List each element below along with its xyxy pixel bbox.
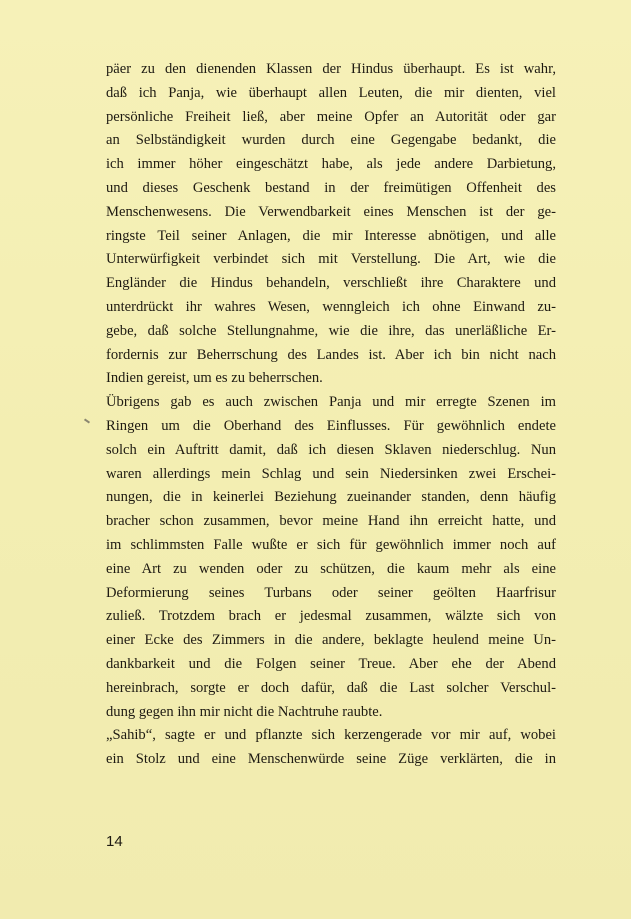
text-line: und dieses Geschenk bestand in der freimütigen Offenheit des — [106, 179, 556, 196]
text-line: persönliche Freiheit ließ, aber meine Opfer an Autorität oder gar — [106, 108, 556, 125]
text-line: Indien gereist, um es zu beherrschen. — [106, 370, 323, 387]
text-line: eine Art zu wenden oder zu schützen, die kaum mehr als eine — [106, 560, 556, 577]
text-line: Ringen um die Oberhand des Einflusses. Für gewöhnlich endete — [106, 417, 556, 434]
paragraph-1 — [106, 58, 556, 391]
text-line: zuließ. Trotzdem brach er jedesmal zusammen, wälzte sich von — [106, 608, 556, 625]
text-line: Unterwürfigkeit verbindet sich mit Verstellung. Die Art, wie die — [106, 251, 556, 268]
text-line: Engländer die Hindus behandeln, verschließt ihre Charaktere und — [106, 275, 556, 292]
text-line: Deformierung seines Turbans oder seiner geölten Haarfrisur — [106, 584, 556, 601]
text-line: Menschenwesens. Die Verwendbarkeit eines Menschen ist der ge- — [106, 203, 556, 220]
text-line: daß ich Panja, wie überhaupt allen Leuten, die mir dienten, viel — [106, 84, 556, 101]
text-line: solch ein Auftritt damit, daß ich diesen Sklaven niederschlug. Nun — [106, 441, 556, 458]
body-text — [106, 58, 556, 772]
text-line: ich immer höher eingeschätzt habe, als jede andere Darbietung, — [106, 156, 556, 173]
text-line: unterdrückt ihr wahres Wesen, wenngleich ich ohne Einwand zu- — [106, 298, 556, 315]
text-line: nungen, die in keinerlei Beziehung zueinander standen, denn häufig — [106, 489, 556, 506]
text-line: waren allerdings mein Schlag und sein Niedersinken zwei Erschei- — [106, 465, 556, 482]
margin-mark — [84, 418, 90, 423]
text-line: „Sahib“, sagte er und pflanzte sich kerzengerade vor mir auf, wobei — [106, 727, 556, 744]
text-line: ringste Teil seiner Anlagen, die mir Interesse abnötigen, und alle — [106, 227, 556, 244]
text-line: an Selbständigkeit wurden durch eine Gegengabe bedankt, die — [106, 132, 556, 149]
text-line: Übrigens gab es auch zwischen Panja und mir erregte Szenen im — [106, 394, 556, 411]
text-line: bracher schon zusammen, bevor meine Hand ihn erreicht hatte, und — [106, 513, 556, 530]
text-line: ein Stolz und eine Menschenwürde seine Züge verklärten, die in — [106, 751, 556, 768]
text-line: fordernis zur Beherrschung des Landes ist. Aber ich bin nicht nach — [106, 346, 556, 363]
text-line: im schlimmsten Falle wußte er sich für gewöhnlich immer noch auf — [106, 536, 556, 553]
text-line: dung gegen ihn mir nicht die Nachtruhe raubte. — [106, 703, 383, 720]
text-line: hereinbrach, sorgte er doch dafür, daß die Last solcher Verschul- — [106, 679, 556, 696]
page-number: 14 — [106, 833, 123, 850]
text-line: päer zu den dienenden Klassen der Hindus überhaupt. Es ist wahr, — [106, 61, 556, 77]
paragraph-3 — [106, 724, 556, 772]
text-line: dankbarkeit und die Folgen seiner Treue. Aber ehe der Abend — [106, 655, 556, 672]
text-line: gebe, daß solche Stellungnahme, wie die ihre, das unerläßliche Er- — [106, 322, 556, 339]
text-line: einer Ecke des Zimmers in die andere, beklagte heulend meine Un- — [106, 632, 556, 649]
paragraph-2 — [106, 391, 556, 724]
